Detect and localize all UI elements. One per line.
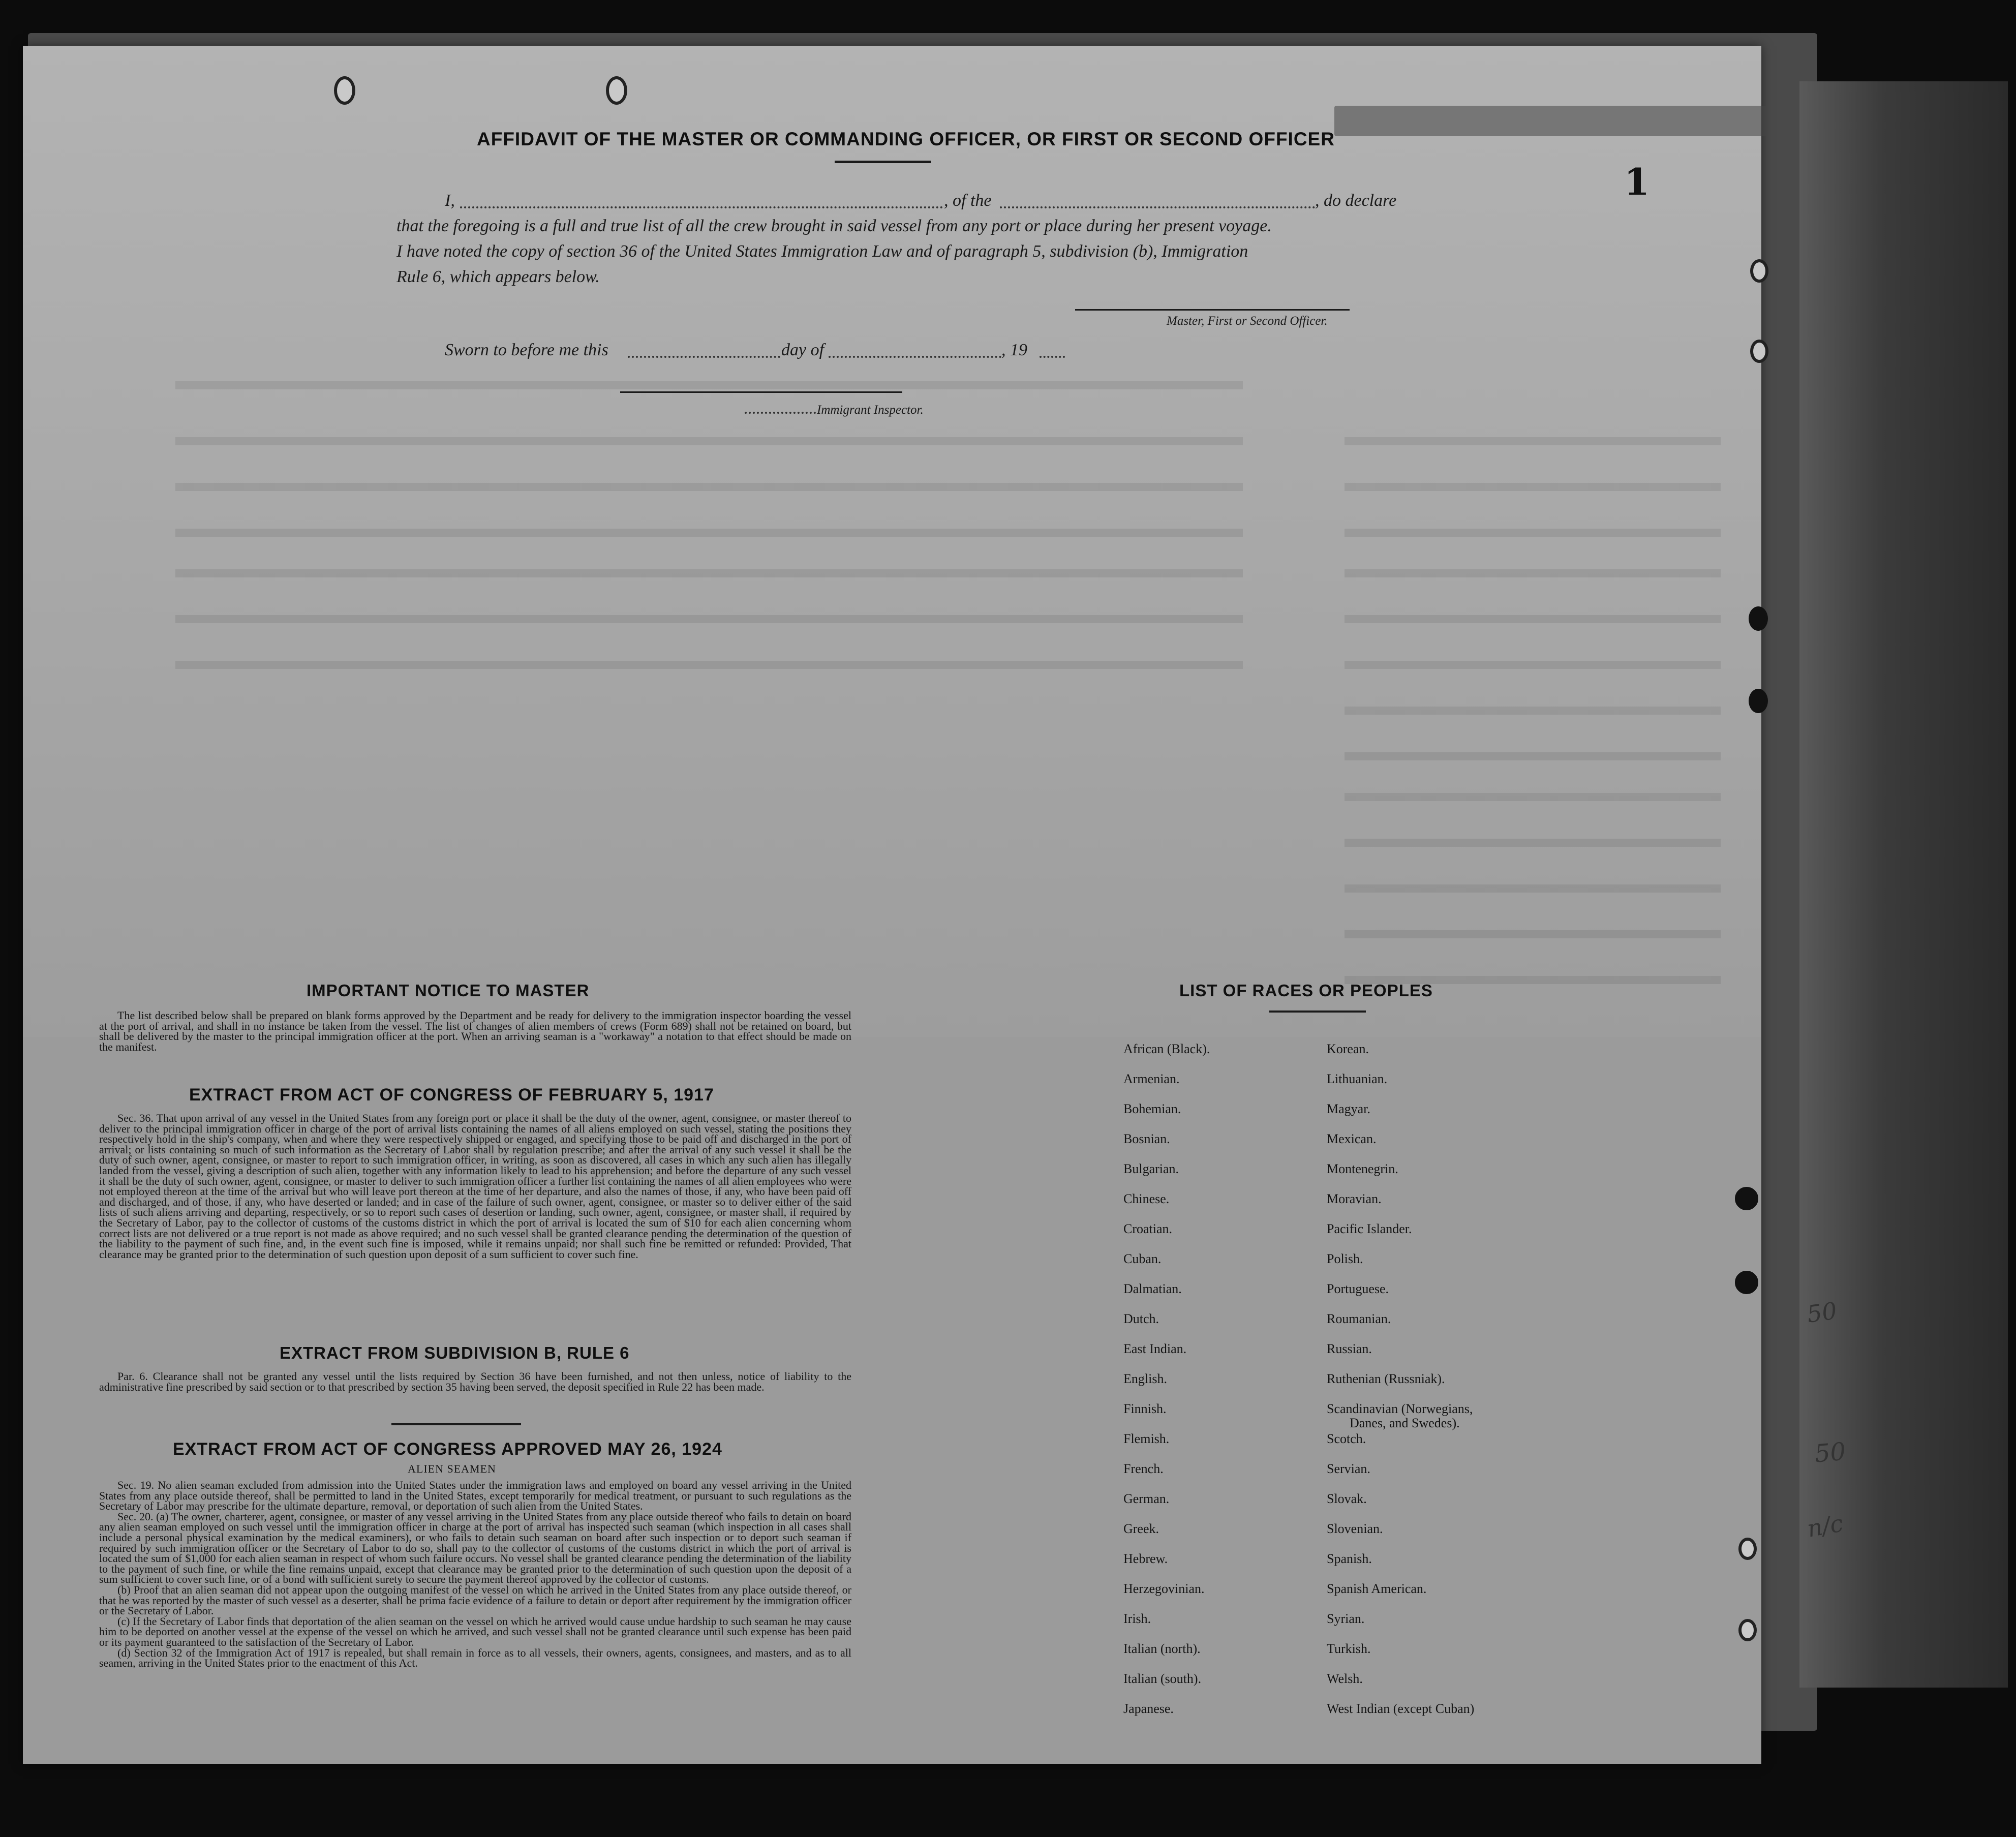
race-left: Herzegovinian. [1123, 1581, 1205, 1596]
bleed-through-row [175, 615, 1243, 623]
punch-hole [334, 76, 355, 105]
race-left: Armenian. [1123, 1071, 1180, 1086]
race-right: Moravian. [1327, 1191, 1382, 1206]
bleed-through-row [175, 661, 1243, 669]
section-20a-paragraph: Sec. 20. (a) The owner, charterer, agent, consignee, or master of any vessel arriving in the United States from any place outside thereof who fails to detain on board any alien seaman employed on such vessel until the immigration officer in charge at the port of arrival has inspected such seaman (which inspection in all cases shall include a personal physical examination by the medical examiners), or who fails to detain such seaman on board after such inspection or to deport such seaman if required by such immigration officer or the Secretary of Labor to do so, shall pay to the collector of customs of the customs district in which the port of arrival is located the sum of $1,000 for each alien seaman in respect of whom such failure occurs. No vessel shall be granted clearance pending the determination of the liability to the payment of such fine, or while the fine remains unpaid, except that clearance may be granted prior to the determination of such question upon the deposit of a sum sufficient to cover such fine, or of a bond with sufficient surety to secure the payment thereof approved by the collector of customs. [99, 1510, 851, 1586]
punch-hole [1738, 1538, 1757, 1560]
notice-body [99, 1011, 851, 1052]
race-right: Slovak. [1327, 1491, 1367, 1506]
race-right: Korean. [1327, 1042, 1369, 1056]
punch-hole [1738, 1619, 1757, 1641]
page-number: 1 [1624, 160, 1650, 203]
race-right: Magyar. [1327, 1101, 1370, 1116]
affidavit-line1-end: , do declare [1315, 191, 1397, 210]
race-left: African (Black). [1123, 1042, 1210, 1056]
race-right: Scandinavian (Norwegians, [1327, 1401, 1473, 1416]
affidavit-title: AFFIDAVIT OF THE MASTER OR COMMANDING OFFICER, OR FIRST OR SECOND OFFICER [477, 129, 1335, 149]
race-right: Montenegrin. [1327, 1161, 1398, 1176]
declarant-name-field[interactable] [460, 206, 943, 208]
race-right: Servian. [1327, 1461, 1370, 1476]
bleed-through-row [1345, 615, 1721, 623]
bleed-through-row [175, 437, 1243, 445]
race-left: Hebrew. [1123, 1551, 1168, 1566]
punch-hole [1735, 1187, 1758, 1210]
affidavit-line1-mid: , of the [944, 191, 992, 210]
affidavit-line4: Rule 6, which appears below. [396, 267, 600, 286]
bleed-through-row [175, 569, 1243, 577]
bleed-through-row [175, 381, 1243, 389]
sworn-year-field[interactable] [1040, 356, 1065, 358]
punch-hole [1749, 689, 1768, 713]
races-title: LIST OF RACES OR PEOPLES [1179, 981, 1433, 1000]
punch-hole [1750, 340, 1768, 363]
race-right: Welsh. [1327, 1671, 1363, 1686]
sworn-day-of: day of [781, 341, 824, 359]
bleed-through-row [1345, 707, 1721, 715]
race-left: English. [1123, 1371, 1167, 1386]
signature-label: Master, First or Second Officer. [1167, 314, 1328, 328]
section-20d-paragraph: (d) Section 32 of the Immigration Act of 1917 is repealed, but shall remain in force as to all vessels, their owners, agents, consignees, and masters, and as to all seamen, arriving in the United States prior to the enactment of this Act. [99, 1646, 851, 1670]
bleed-through-row [1345, 839, 1721, 847]
inspector-label: Immigrant Inspector. [817, 403, 924, 417]
race-right: Turkish. [1327, 1641, 1371, 1656]
race-left: Dalmatian. [1123, 1281, 1182, 1296]
race-left: French. [1123, 1461, 1164, 1476]
inspector-signature-line[interactable] [620, 391, 902, 393]
race-right: Polish. [1327, 1251, 1363, 1266]
bleed-through-header [1334, 106, 1766, 136]
race-left: Chinese. [1123, 1191, 1170, 1206]
bleed-through-row [175, 529, 1243, 537]
bleed-through-row [1345, 930, 1721, 938]
vessel-name-field[interactable] [1000, 206, 1315, 208]
bleed-through-row [1345, 793, 1721, 801]
punch-hole [1750, 259, 1768, 283]
notice-paragraph: The list described below shall be prepared on blank forms approved by the Department and be ready for delivery to the immigration inspector boarding the vessel at the port of arrival, and shall in no instance be taken from the vessel. The list of changes of alien members of crews (Form 689) shall not be retained on board, but shall be delivered by the master to the principal immigration officer at the port. When an arriving seaman is a "workaway" a notation to that effect should be made on the manifest. [99, 1009, 851, 1053]
punch-hole [1749, 606, 1768, 631]
race-right: Syrian. [1327, 1611, 1365, 1626]
extract-1917-body [99, 1113, 851, 1260]
bleed-through-row [1345, 437, 1721, 445]
extract-1924-body [99, 1480, 851, 1669]
punch-hole [1735, 1271, 1758, 1294]
alien-seamen-subtitle: ALIEN SEAMEN [408, 1462, 496, 1475]
race-right: West Indian (except Cuban) [1327, 1701, 1475, 1716]
bleed-through-row [1345, 529, 1721, 537]
affidavit-title-rule [835, 161, 931, 163]
rule-6-paragraph: Par. 6. Clearance shall not be granted any vessel until the lists required by Section 36 have been furnished, and not then unless, notice of liability to the administrative fine prescribed by said section or to that prescribed by section 35 having been served, the deposit specified in Rule 22 has been made. [99, 1370, 851, 1393]
race-right: Scotch. [1327, 1431, 1366, 1446]
manifest-back-page [23, 46, 1761, 1764]
bleed-through-row [175, 483, 1243, 491]
race-left: Cuban. [1123, 1251, 1162, 1266]
sworn-year: , 19 [1001, 341, 1027, 359]
bleed-through-row [1345, 569, 1721, 577]
race-right: Pacific Islander. [1327, 1221, 1412, 1236]
section-36-paragraph: Sec. 36. That upon arrival of any vessel in the United States from any foreign port or place it shall be the duty of the owner, agent, consignee, or master thereof to deliver to the principal immigration officer in charge of the port of arrival lists containing the names of all aliens employed on such vessel, stating the positions they respectively hold in the ship's company, when and where they were respectively shipped or engaged, and specifying those to be paid off and discharged in the port of arrival; or lists containing so much of such information as the Secretary of Labor shall by regulation prescribe; and after the arrival of any such vessel it shall be the duty of such owner, agent, consignee, or master to report to such immigration officer, in writing, as soon as discovered, all cases in which any such alien has illegally landed from the vessel, giving a description of such alien, together with any information likely to lead to his apprehension; and before the departure of any such vessel it shall be the duty of such owner, agent, consignee, or master to deliver to such immigration officer a further list containing the names of all alien employees who were not employed thereon at the time of the arrival but who will leave port thereon at the time of her departure, and also the names of those, if any, who have been paid off and discharged, and of those, if any, who have deserted or landed; and in case of the failure of such owner, agent, consignee, or master so to deliver either of the said lists of such aliens arriving and departing, respectively, or so to report such cases of desertion or landing, such owner, agent, consignee, or master shall, if required by the Secretary of Labor, pay to the collector of customs of the customs district in which the port of arrival is located the sum of $10 for each alien concerning whom correct lists are not delivered or a true report is not made as above required; and no such vessel shall be granted clearance pending the determination of the question of the liability to the payment of such fine, and, in the event such fine is imposed, while it remains unpaid; nor shall such fine be remitted or refunded: Provided, That clearance may be granted prior to the determination of such question upon deposit of a sum sufficient to cover such fine. [99, 1112, 851, 1261]
race-left: Italian (south). [1123, 1671, 1202, 1686]
race-right: Danes, and Swedes). [1350, 1416, 1460, 1430]
race-right: Lithuanian. [1327, 1071, 1388, 1086]
race-right: Russian. [1327, 1341, 1372, 1356]
race-left: Croatian. [1123, 1221, 1173, 1236]
race-left: Japanese. [1123, 1701, 1174, 1716]
section-20c-paragraph: (c) If the Secretary of Labor finds that deportation of the alien seaman on the vessel on which he arrived would cause undue hardship to such seaman he may cause him to be deported on another vessel at the expense of the vessel on which he arrived, and such vessel shall not be granted clearance until such expense has been paid or its payment guaranteed to the satisfaction of the Secretary of Labor. [99, 1614, 851, 1648]
race-left: Italian (north). [1123, 1641, 1201, 1656]
race-right: Ruthenian (Russniak). [1327, 1371, 1445, 1386]
bleed-through-row [1345, 752, 1721, 760]
section-20b-paragraph: (b) Proof that an alien seaman did not appear upon the outgoing manifest of the vessel on which he arrived in the United States from any place outside thereof, or that he was reported by the master of such vessel as a deserter, shall be prima facie evidence of a failure to detain or deport after requirement by the immigration officer or the Secretary of Labor. [99, 1583, 851, 1617]
race-right: Spanish American. [1327, 1581, 1427, 1596]
race-left: Finnish. [1123, 1401, 1167, 1416]
race-left: Flemish. [1123, 1431, 1170, 1446]
race-left: Dutch. [1123, 1311, 1159, 1326]
race-right: Mexican. [1327, 1131, 1377, 1146]
race-left: Greek. [1123, 1521, 1159, 1536]
extract-1924-title: EXTRACT FROM ACT OF CONGRESS APPROVED MAY 26, 1924 [173, 1440, 722, 1459]
rule-6-title: EXTRACT FROM SUBDIVISION B, RULE 6 [280, 1343, 630, 1362]
inspector-dots [745, 412, 816, 414]
race-right: Roumanian. [1327, 1311, 1391, 1326]
race-right: Slovenian. [1327, 1521, 1383, 1536]
race-left: Bosnian. [1123, 1131, 1170, 1146]
races-title-rule [1269, 1011, 1366, 1013]
race-left: German. [1123, 1491, 1170, 1506]
margin-mark: 50 [1805, 1297, 1839, 1328]
bleed-through-row [1345, 483, 1721, 491]
race-left: East Indian. [1123, 1341, 1187, 1356]
extract-1917-title: EXTRACT FROM ACT OF CONGRESS OF FEBRUARY 5, 1917 [189, 1085, 714, 1105]
affidavit-line2: that the foregoing is a full and true list of all the crew brought in said vessel from any port or place during her present voyage. [396, 217, 1272, 235]
race-left: Bohemian. [1123, 1101, 1181, 1116]
race-left: Bulgarian. [1123, 1161, 1179, 1176]
sworn-start: Sworn to before me this [445, 341, 608, 359]
bleed-through-row [1345, 661, 1721, 669]
sworn-day-field[interactable] [628, 356, 780, 358]
affidavit-line3: I have noted the copy of section 36 of the United States Immigration Law and of paragraph 5, subdivision (b), Immigration [396, 242, 1248, 261]
race-left: Irish. [1123, 1611, 1151, 1626]
race-right: Portuguese. [1327, 1281, 1389, 1296]
rule-6-body [99, 1371, 851, 1392]
margin-mark: 50 [1813, 1437, 1847, 1468]
notice-title: IMPORTANT NOTICE TO MASTER [307, 981, 590, 1000]
margin-mark: n/c [1805, 1509, 1846, 1543]
affidavit-line1-start: I, [445, 191, 455, 210]
race-right: Spanish. [1327, 1551, 1372, 1566]
rule-6-divider [391, 1423, 521, 1425]
bleed-through-row [1345, 884, 1721, 893]
section-19-paragraph: Sec. 19. No alien seaman excluded from admission into the United States under the immigration laws and employed on board any vessel arriving in the United States from any place outside thereof, shall be permitted to land in the United States, except temporarily for medical treatment, or pursuant to such regulations as the Secretary of Labor may prescribe for the ultimate departure, removal, or deportation of such alien from the United States. [99, 1479, 851, 1513]
sworn-month-field[interactable] [829, 356, 1001, 358]
signature-line[interactable] [1075, 309, 1350, 311]
punch-hole [606, 76, 627, 105]
